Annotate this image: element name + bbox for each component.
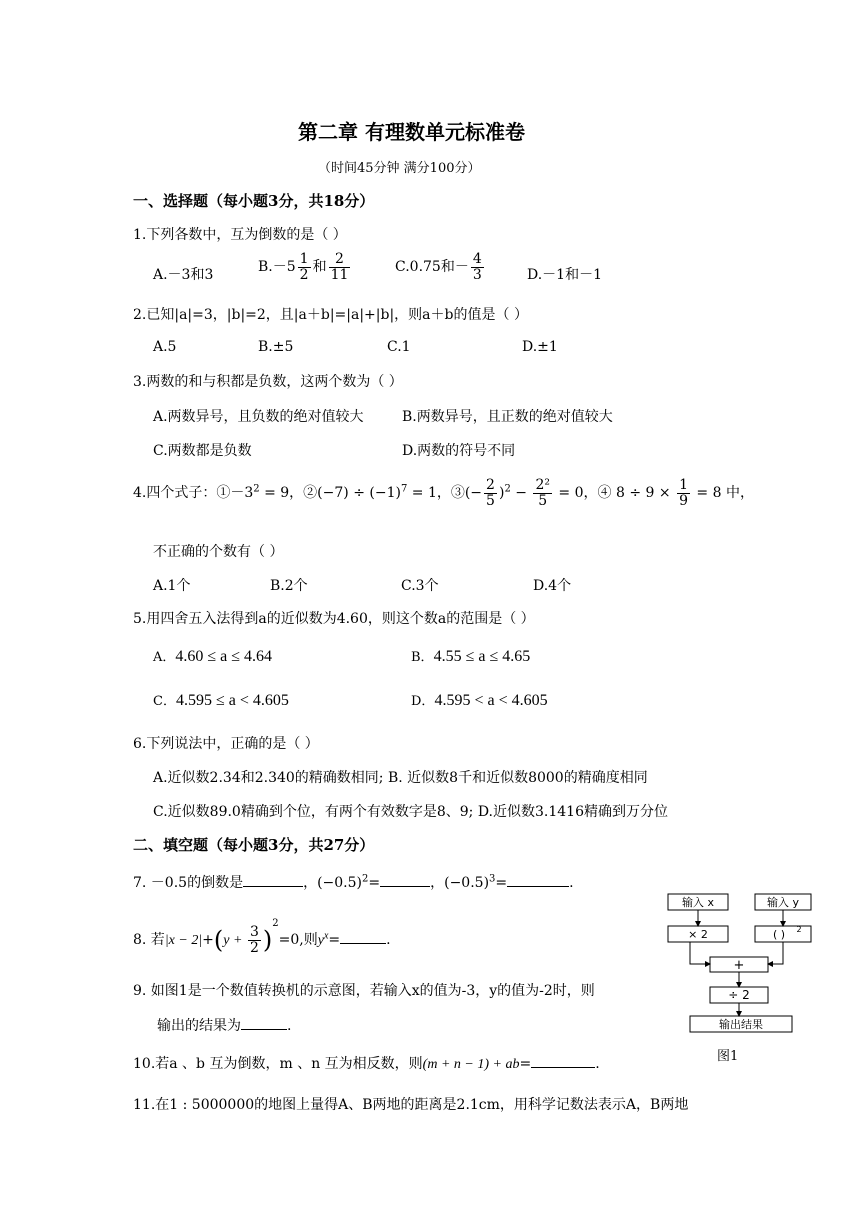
q4-option-a[interactable]: A.1个: [153, 578, 191, 594]
fig-label-square-exp: 2: [796, 925, 802, 934]
fig-label-output: 输出结果: [719, 1018, 763, 1031]
q2-option-c[interactable]: C.1: [387, 339, 411, 355]
q1-c-prefix: C.0.75和－: [395, 259, 469, 276]
q2-option-d[interactable]: D.±1: [522, 339, 558, 355]
q1-option-c[interactable]: [395, 252, 486, 282]
q8-x-exp: x: [323, 930, 329, 942]
q3-stem: 3.两数的和与积都是负数，这两个数为（ ）: [133, 374, 403, 390]
q5-option-a[interactable]: [153, 646, 272, 666]
q7-answer-blank-2[interactable]: [380, 886, 430, 887]
q8-eq: =: [328, 932, 341, 948]
q9-answer-blank[interactable]: [241, 1029, 287, 1030]
q10-stem: [133, 1053, 600, 1073]
q1-stem: 1.下列各数中，互为倒数的是（ ）: [133, 227, 347, 243]
q7-eq1: =: [368, 875, 381, 891]
q1-c-frac-den: 3: [472, 266, 482, 283]
q8-post: =0,则: [278, 932, 318, 948]
q4-option-c[interactable]: C.3个: [401, 578, 439, 594]
q5-option-d[interactable]: [411, 690, 548, 710]
q7-expr2: (−0.5): [444, 875, 490, 891]
q7-answer-blank-3[interactable]: [507, 886, 569, 887]
q5-a-label: A．: [153, 650, 176, 665]
q8-y-expr: y +: [223, 933, 246, 948]
q4-frac1-den: 5: [486, 492, 495, 509]
figure-1-caption: 图1: [717, 1049, 739, 1064]
fig-label-square: ( ): [772, 928, 786, 941]
q7-sep1: ，: [303, 875, 318, 891]
q8-pre: 8. 若: [133, 932, 165, 948]
q1-c-frac-num: 4: [472, 251, 482, 267]
q4-frac3-den: 9: [679, 492, 688, 509]
q1-b-frac1-den: 2: [299, 266, 309, 283]
q3-option-d[interactable]: D.两数的符号不同: [402, 443, 516, 459]
q7-stem: [133, 872, 574, 892]
q1-option-a[interactable]: A.－3和3: [153, 267, 214, 283]
q1-b-prefix: B.－5: [258, 259, 296, 276]
q4-frac2-den: 5: [538, 492, 548, 509]
q9-line2: [157, 1015, 291, 1035]
q7-sep2: ，: [430, 875, 445, 891]
q7-answer-blank-1[interactable]: [243, 886, 303, 887]
q7-exp2: 3: [489, 873, 496, 885]
q4-part4: ): [498, 485, 505, 502]
q2-option-a[interactable]: A.5: [153, 339, 177, 355]
q1-b-frac1-num: 1: [299, 251, 309, 267]
q1-b-frac2-den: 11: [330, 266, 349, 283]
q6-stem: 6.下列说法中，正确的是（ ）: [133, 736, 319, 752]
q10-expr: (m + n − 1) + ab: [422, 1057, 520, 1072]
q9-end: .: [287, 1018, 292, 1034]
page-title: 第二章 有理数单元标准卷: [298, 120, 525, 144]
q10-answer-blank[interactable]: [531, 1067, 595, 1068]
q4-stem-line2: 不正确的个数有（ ）: [153, 544, 284, 560]
q3-option-b[interactable]: B.两数异号，且正数的绝对值较大: [402, 409, 613, 425]
fig-label-plus: +: [733, 958, 745, 973]
q5-c-label: C．: [153, 694, 176, 709]
section-2-heading: 二、填空题（每小题3分，共27分）: [133, 836, 375, 854]
q5-stem: 5.用四舍五入法得到a的近似数为4.60，则这个数a的范围是（ ）: [133, 611, 535, 627]
q4-part5: −: [510, 485, 532, 502]
q4-option-d[interactable]: D.4个: [533, 578, 572, 594]
figure-1-flowchart: [660, 890, 820, 1065]
q5-option-b[interactable]: [411, 646, 530, 666]
q7-eq2: =: [495, 875, 508, 891]
q5-d-expr: 4.595 < a < 4.605: [434, 692, 548, 709]
q7-expr1: (−0.5): [317, 875, 362, 891]
q1-option-b[interactable]: [258, 252, 352, 282]
q8-square: 2: [272, 918, 279, 929]
q4-part3: = 1，③(−: [407, 485, 483, 502]
q3-option-a[interactable]: A.两数异号，且负数的绝对值较大: [153, 409, 364, 425]
q4-exp1: 2: [253, 483, 260, 495]
q2-stem: 2.已知|a|=3，|b|=2，且|a＋b|=|a|+|b|，则a＋b的值是（ ）: [133, 307, 528, 323]
q7-exp1: 2: [362, 873, 369, 885]
q7-end: .: [569, 875, 574, 891]
q5-b-label: B．: [411, 650, 434, 665]
q9-line1: 9. 如图1是一个数值转换机的示意图，若输入x的值为-3，y的值为-2时，则: [133, 983, 595, 999]
q4-stem: [133, 478, 754, 508]
q4-exp2: 7: [400, 483, 408, 495]
q4-part1: 4.四个式子：①－3: [133, 485, 254, 502]
q8-stem: [133, 918, 391, 955]
q8-answer-blank[interactable]: [340, 943, 386, 944]
q10-eq: =: [519, 1056, 532, 1072]
q8-plus: +: [202, 932, 214, 948]
q8-abs-expr: |x − 2|: [164, 933, 203, 948]
q10-end: .: [595, 1056, 600, 1072]
q5-option-c[interactable]: [153, 690, 289, 710]
q11-stem: 11.在1 : 5000000的地图上量得A、B两地的距离是2.1cm，用科学记数法表示A，B两地: [133, 1097, 689, 1113]
q8-frac-den: 2: [249, 939, 259, 956]
q5-d-label: D．: [411, 694, 435, 709]
q6-options-cd[interactable]: C.近似数89.0精确到个位，有两个有效数字是8、9; D.近似数3.1416精确到万分位: [153, 804, 668, 820]
q8-frac-num: 3: [249, 923, 259, 940]
q4-frac1-num: 2: [486, 477, 495, 493]
section-1-heading: 一、选择题（每小题3分，共18分）: [133, 192, 375, 210]
q5-c-expr: 4.595 ≤ a < 4.605: [175, 692, 289, 709]
q1-option-d[interactable]: D.－1和－1: [527, 267, 602, 283]
q8-end: .: [386, 932, 391, 948]
q8-rparen: ): [262, 926, 273, 954]
q4-frac3-num: 1: [679, 477, 688, 493]
q2-option-b[interactable]: B.±5: [258, 339, 294, 355]
fig-label-input-x: 输入 x: [681, 896, 715, 909]
q4-option-b[interactable]: B.2个: [270, 578, 308, 594]
q4-exp3: 2: [504, 483, 511, 495]
fig-label-times2: × 2: [688, 928, 708, 941]
q3-option-c[interactable]: C.两数都是负数: [153, 443, 252, 459]
q4-part6: = 0，④ 8 ÷ 9 ×: [553, 485, 676, 502]
q5-b-expr: 4.55 ≤ a ≤ 4.65: [433, 648, 531, 665]
q4-part2: = 9，②(−7) ÷ (−1): [259, 485, 401, 502]
page-subtitle: （时间45分钟 满分100分）: [318, 161, 481, 176]
q7-pre: 7. －0.5的倒数是: [133, 875, 244, 891]
q9-line2-text: 输出的结果为: [157, 1018, 241, 1034]
fig-label-div2: ÷ 2: [728, 988, 750, 1002]
q6-options-ab[interactable]: A.近似数2.34和2.340的精确数相同; B. 近似数8千和近似数8000的精确度相同: [153, 770, 648, 786]
q4-frac2-num: 2²: [535, 477, 550, 493]
q8-y: y: [317, 933, 324, 948]
q10-pre: 10.若a 、b 互为倒数，m 、n 互为相反数，则: [133, 1056, 423, 1072]
q8-lparen: (: [213, 926, 224, 954]
q5-a-expr: 4.60 ≤ a ≤ 4.64: [175, 648, 273, 665]
q1-b-frac2-num: 2: [329, 252, 351, 268]
q1-b-mid: 和: [312, 259, 327, 276]
q4-part7: = 8 中，: [691, 485, 754, 502]
fig-label-input-y: 输入 y: [766, 896, 800, 909]
